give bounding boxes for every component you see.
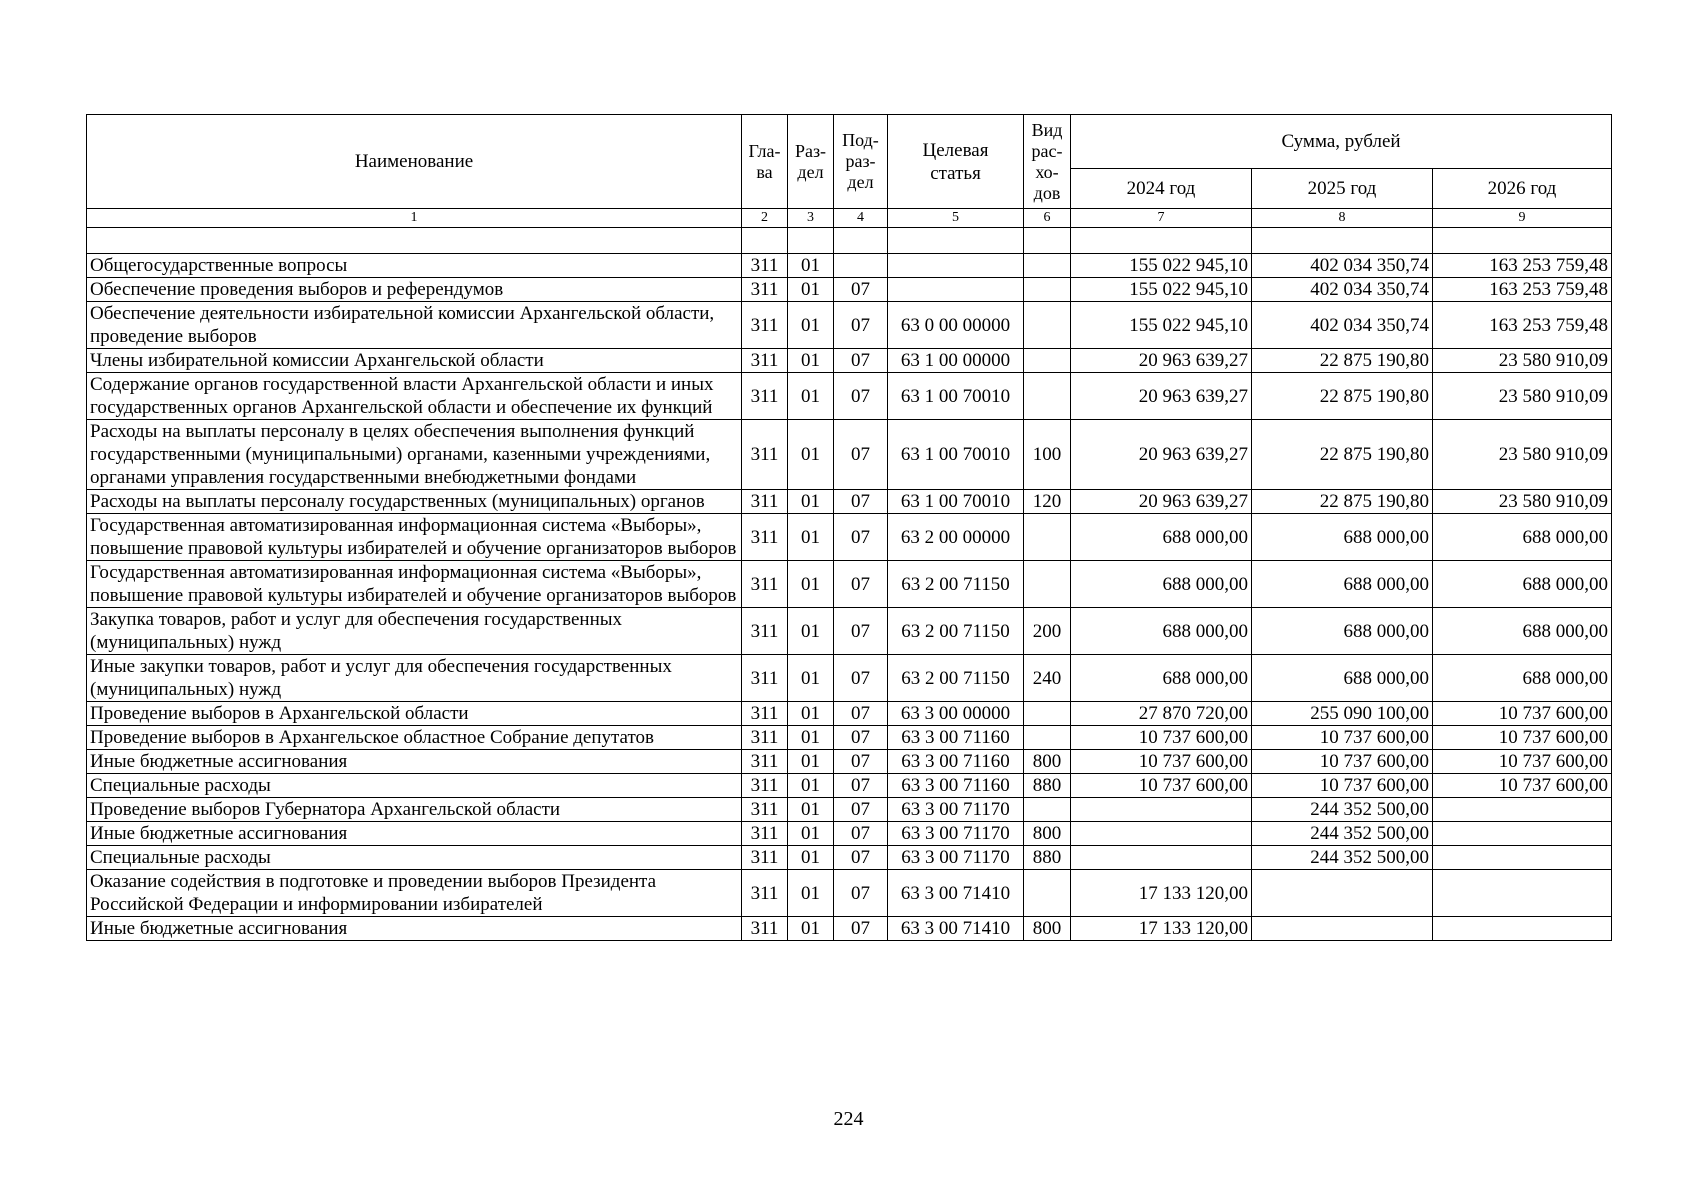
header-year-2024: 2024 год	[1071, 169, 1252, 209]
cell-expense-type: 100	[1024, 420, 1071, 490]
cell-target-article: 63 3 00 00000	[888, 702, 1024, 726]
cell-expense-type	[1024, 349, 1071, 373]
cell-glava: 311	[742, 490, 788, 514]
cell-sum-2025: 22 875 190,80	[1252, 373, 1433, 420]
cell-sum-2025: 402 034 350,74	[1252, 302, 1433, 349]
cell-sum-2026: 10 737 600,00	[1433, 774, 1612, 798]
cell-sum-2025: 22 875 190,80	[1252, 490, 1433, 514]
empty-cell	[1024, 228, 1071, 254]
cell-sum-2026: 10 737 600,00	[1433, 702, 1612, 726]
cell-expense-type: 880	[1024, 846, 1071, 870]
cell-sum-2024: 20 963 639,27	[1071, 349, 1252, 373]
cell-glava: 311	[742, 750, 788, 774]
cell-expense-type: 800	[1024, 750, 1071, 774]
cell-sum-2025: 10 737 600,00	[1252, 726, 1433, 750]
cell-sum-2026	[1433, 870, 1612, 917]
cell-sum-2025: 688 000,00	[1252, 561, 1433, 608]
cell-glava: 311	[742, 278, 788, 302]
cell-sum-2024: 10 737 600,00	[1071, 774, 1252, 798]
cell-name: Специальные расходы	[87, 774, 742, 798]
cell-glava: 311	[742, 302, 788, 349]
cell-name: Государственная автоматизированная информационная система «Выборы», повышение правовой культуры избирателей и обучение организаторов выборов	[87, 561, 742, 608]
cell-target-article: 63 1 00 70010	[888, 373, 1024, 420]
cell-podrazdel: 07	[834, 349, 888, 373]
cell-glava: 311	[742, 702, 788, 726]
cell-podrazdel: 07	[834, 278, 888, 302]
empty-row	[87, 228, 1612, 254]
cell-sum-2026: 10 737 600,00	[1433, 750, 1612, 774]
cell-sum-2025: 244 352 500,00	[1252, 822, 1433, 846]
cell-podrazdel: 07	[834, 774, 888, 798]
cell-razdel: 01	[788, 750, 834, 774]
cell-expense-type: 880	[1024, 774, 1071, 798]
cell-glava: 311	[742, 846, 788, 870]
table-row	[87, 726, 1612, 750]
cell-glava: 311	[742, 561, 788, 608]
cell-glava: 311	[742, 254, 788, 278]
cell-sum-2026: 23 580 910,09	[1433, 349, 1612, 373]
cell-razdel: 01	[788, 917, 834, 941]
cell-expense-type	[1024, 254, 1071, 278]
cell-target-article: 63 2 00 71150	[888, 608, 1024, 655]
cell-target-article: 63 3 00 71170	[888, 798, 1024, 822]
cell-name: Общегосударственные вопросы	[87, 254, 742, 278]
cell-glava: 311	[742, 608, 788, 655]
empty-cell	[1252, 228, 1433, 254]
table-row	[87, 349, 1612, 373]
cell-sum-2026	[1433, 822, 1612, 846]
empty-cell	[1433, 228, 1612, 254]
cell-razdel: 01	[788, 561, 834, 608]
cell-razdel: 01	[788, 655, 834, 702]
header-podrazdel: Под- раз- дел	[834, 115, 888, 209]
cell-razdel: 01	[788, 302, 834, 349]
cell-name: Государственная автоматизированная информационная система «Выборы», повышение правовой культуры избирателей и обучение организаторов выборов	[87, 514, 742, 561]
cell-sum-2024: 27 870 720,00	[1071, 702, 1252, 726]
cell-sum-2024: 17 133 120,00	[1071, 917, 1252, 941]
cell-name: Расходы на выплаты персоналу государственных (муниципальных) органов	[87, 490, 742, 514]
cell-target-article: 63 3 00 71410	[888, 870, 1024, 917]
cell-razdel: 01	[788, 702, 834, 726]
cell-expense-type	[1024, 514, 1071, 561]
cell-name: Иные закупки товаров, работ и услуг для обеспечения государственных (муниципальных) нужд	[87, 655, 742, 702]
cell-glava: 311	[742, 420, 788, 490]
cell-name: Проведение выборов в Архангельской области	[87, 702, 742, 726]
empty-cell	[888, 228, 1024, 254]
cell-razdel: 01	[788, 726, 834, 750]
table-row	[87, 514, 1612, 561]
cell-sum-2026: 23 580 910,09	[1433, 373, 1612, 420]
cell-glava: 311	[742, 514, 788, 561]
cell-target-article: 63 1 00 70010	[888, 420, 1024, 490]
cell-podrazdel: 07	[834, 846, 888, 870]
column-number: 7	[1071, 209, 1252, 228]
table-row	[87, 278, 1612, 302]
budget-table	[86, 114, 1612, 941]
cell-sum-2024: 688 000,00	[1071, 608, 1252, 655]
column-number-row	[87, 209, 1612, 228]
header-target-article: Целевая статья	[888, 115, 1024, 209]
cell-sum-2025: 402 034 350,74	[1252, 278, 1433, 302]
cell-glava: 311	[742, 349, 788, 373]
cell-target-article: 63 1 00 00000	[888, 349, 1024, 373]
cell-sum-2024: 688 000,00	[1071, 561, 1252, 608]
column-number: 2	[742, 209, 788, 228]
cell-target-article: 63 2 00 71150	[888, 655, 1024, 702]
table-row	[87, 822, 1612, 846]
table-body	[87, 228, 1612, 941]
cell-podrazdel: 07	[834, 750, 888, 774]
cell-sum-2024: 688 000,00	[1071, 514, 1252, 561]
table-row	[87, 774, 1612, 798]
header-expense-type: Вид рас- хо- дов	[1024, 115, 1071, 209]
page-number: 224	[833, 1108, 864, 1130]
cell-podrazdel: 07	[834, 917, 888, 941]
cell-sum-2026: 688 000,00	[1433, 514, 1612, 561]
cell-expense-type	[1024, 373, 1071, 420]
header-year-2026: 2026 год	[1433, 169, 1612, 209]
cell-expense-type	[1024, 702, 1071, 726]
cell-expense-type: 240	[1024, 655, 1071, 702]
empty-cell	[87, 228, 742, 254]
cell-target-article: 63 2 00 71150	[888, 561, 1024, 608]
cell-sum-2025	[1252, 917, 1433, 941]
cell-sum-2024: 10 737 600,00	[1071, 750, 1252, 774]
cell-podrazdel: 07	[834, 702, 888, 726]
cell-sum-2026	[1433, 917, 1612, 941]
cell-sum-2025: 10 737 600,00	[1252, 750, 1433, 774]
cell-razdel: 01	[788, 870, 834, 917]
cell-expense-type: 120	[1024, 490, 1071, 514]
table-row	[87, 846, 1612, 870]
cell-glava: 311	[742, 822, 788, 846]
cell-sum-2026: 23 580 910,09	[1433, 420, 1612, 490]
header-sum: Сумма, рублей	[1071, 115, 1612, 169]
header-row-1	[87, 115, 1612, 169]
header-year-2025: 2025 год	[1252, 169, 1433, 209]
column-number: 4	[834, 209, 888, 228]
cell-sum-2026: 688 000,00	[1433, 655, 1612, 702]
cell-razdel: 01	[788, 846, 834, 870]
cell-target-article: 63 3 00 71170	[888, 822, 1024, 846]
cell-sum-2024: 20 963 639,27	[1071, 420, 1252, 490]
cell-sum-2025: 688 000,00	[1252, 655, 1433, 702]
column-number: 9	[1433, 209, 1612, 228]
cell-glava: 311	[742, 726, 788, 750]
cell-name: Содержание органов государственной власти Архангельской области и иных государственных органов Архангельской области и обеспечение их функций	[87, 373, 742, 420]
cell-name: Иные бюджетные ассигнования	[87, 917, 742, 941]
cell-razdel: 01	[788, 608, 834, 655]
cell-sum-2026: 10 737 600,00	[1433, 726, 1612, 750]
table-row	[87, 798, 1612, 822]
cell-name: Специальные расходы	[87, 846, 742, 870]
cell-expense-type	[1024, 561, 1071, 608]
empty-cell	[1071, 228, 1252, 254]
cell-sum-2026: 163 253 759,48	[1433, 302, 1612, 349]
cell-razdel: 01	[788, 254, 834, 278]
cell-sum-2024: 20 963 639,27	[1071, 373, 1252, 420]
cell-expense-type	[1024, 302, 1071, 349]
table-row	[87, 302, 1612, 349]
cell-target-article: 63 2 00 00000	[888, 514, 1024, 561]
cell-podrazdel: 07	[834, 514, 888, 561]
cell-sum-2024: 155 022 945,10	[1071, 302, 1252, 349]
cell-sum-2024: 155 022 945,10	[1071, 278, 1252, 302]
table-row	[87, 420, 1612, 490]
cell-sum-2024: 20 963 639,27	[1071, 490, 1252, 514]
cell-name: Иные бюджетные ассигнования	[87, 750, 742, 774]
table-row	[87, 254, 1612, 278]
cell-sum-2024: 10 737 600,00	[1071, 726, 1252, 750]
cell-glava: 311	[742, 373, 788, 420]
cell-sum-2025: 22 875 190,80	[1252, 349, 1433, 373]
cell-sum-2025: 688 000,00	[1252, 514, 1433, 561]
cell-sum-2025: 255 090 100,00	[1252, 702, 1433, 726]
cell-expense-type	[1024, 798, 1071, 822]
empty-cell	[834, 228, 888, 254]
cell-name: Члены избирательной комиссии Архангельской области	[87, 349, 742, 373]
cell-sum-2026: 163 253 759,48	[1433, 278, 1612, 302]
cell-expense-type: 800	[1024, 822, 1071, 846]
cell-target-article: 63 3 00 71160	[888, 750, 1024, 774]
table-row	[87, 490, 1612, 514]
cell-razdel: 01	[788, 490, 834, 514]
cell-podrazdel	[834, 254, 888, 278]
cell-expense-type	[1024, 278, 1071, 302]
cell-sum-2024	[1071, 822, 1252, 846]
cell-sum-2025	[1252, 870, 1433, 917]
cell-podrazdel: 07	[834, 798, 888, 822]
cell-name: Оказание содействия в подготовке и проведении выборов Президента Российской Федерации и информировании избирателей	[87, 870, 742, 917]
cell-razdel: 01	[788, 349, 834, 373]
cell-sum-2024	[1071, 846, 1252, 870]
cell-podrazdel: 07	[834, 726, 888, 750]
cell-razdel: 01	[788, 822, 834, 846]
cell-sum-2025: 402 034 350,74	[1252, 254, 1433, 278]
column-number: 1	[87, 209, 742, 228]
cell-podrazdel: 07	[834, 822, 888, 846]
cell-podrazdel: 07	[834, 561, 888, 608]
cell-sum-2024: 688 000,00	[1071, 655, 1252, 702]
cell-name: Расходы на выплаты персоналу в целях обеспечения выполнения функций государственными (муниципальными) органами, казенными учреждениями, органами управления государственными внебюджетными фондами	[87, 420, 742, 490]
cell-sum-2024: 155 022 945,10	[1071, 254, 1252, 278]
column-number: 6	[1024, 209, 1071, 228]
cell-podrazdel: 07	[834, 870, 888, 917]
cell-razdel: 01	[788, 774, 834, 798]
cell-podrazdel: 07	[834, 373, 888, 420]
cell-glava: 311	[742, 917, 788, 941]
cell-razdel: 01	[788, 278, 834, 302]
empty-cell	[788, 228, 834, 254]
cell-sum-2026	[1433, 846, 1612, 870]
cell-sum-2025: 22 875 190,80	[1252, 420, 1433, 490]
cell-sum-2025: 244 352 500,00	[1252, 846, 1433, 870]
header-razdel: Раз- дел	[788, 115, 834, 209]
cell-target-article	[888, 278, 1024, 302]
table-row	[87, 702, 1612, 726]
cell-expense-type: 200	[1024, 608, 1071, 655]
cell-glava: 311	[742, 655, 788, 702]
cell-sum-2025: 244 352 500,00	[1252, 798, 1433, 822]
cell-sum-2026: 688 000,00	[1433, 608, 1612, 655]
cell-podrazdel: 07	[834, 420, 888, 490]
cell-sum-2025: 688 000,00	[1252, 608, 1433, 655]
table-row	[87, 561, 1612, 608]
cell-target-article	[888, 254, 1024, 278]
cell-razdel: 01	[788, 373, 834, 420]
cell-expense-type: 800	[1024, 917, 1071, 941]
cell-target-article: 63 1 00 70010	[888, 490, 1024, 514]
cell-sum-2024: 17 133 120,00	[1071, 870, 1252, 917]
header-name: Наименование	[87, 115, 742, 209]
cell-razdel: 01	[788, 420, 834, 490]
cell-name: Обеспечение деятельности избирательной комиссии Архангельской области, проведение выборов	[87, 302, 742, 349]
table-row	[87, 608, 1612, 655]
cell-sum-2026: 23 580 910,09	[1433, 490, 1612, 514]
cell-podrazdel: 07	[834, 655, 888, 702]
column-number: 8	[1252, 209, 1433, 228]
cell-glava: 311	[742, 870, 788, 917]
cell-name: Проведение выборов Губернатора Архангельской области	[87, 798, 742, 822]
column-number: 3	[788, 209, 834, 228]
cell-sum-2026: 163 253 759,48	[1433, 254, 1612, 278]
cell-target-article: 63 3 00 71410	[888, 917, 1024, 941]
cell-razdel: 01	[788, 514, 834, 561]
table-row	[87, 870, 1612, 917]
table-row	[87, 655, 1612, 702]
cell-glava: 311	[742, 774, 788, 798]
header-glava: Гла- ва	[742, 115, 788, 209]
cell-podrazdel: 07	[834, 490, 888, 514]
cell-podrazdel: 07	[834, 608, 888, 655]
cell-name: Закупка товаров, работ и услуг для обеспечения государственных (муниципальных) нужд	[87, 608, 742, 655]
cell-name: Иные бюджетные ассигнования	[87, 822, 742, 846]
cell-name: Обеспечение проведения выборов и референдумов	[87, 278, 742, 302]
table-row	[87, 750, 1612, 774]
cell-podrazdel: 07	[834, 302, 888, 349]
cell-target-article: 63 3 00 71170	[888, 846, 1024, 870]
cell-expense-type	[1024, 870, 1071, 917]
budget-table-container	[86, 114, 1612, 941]
cell-expense-type	[1024, 726, 1071, 750]
cell-sum-2024	[1071, 798, 1252, 822]
cell-sum-2026	[1433, 798, 1612, 822]
cell-glava: 311	[742, 798, 788, 822]
column-number: 5	[888, 209, 1024, 228]
cell-target-article: 63 0 00 00000	[888, 302, 1024, 349]
cell-razdel: 01	[788, 798, 834, 822]
cell-name: Проведение выборов в Архангельское областное Собрание депутатов	[87, 726, 742, 750]
cell-target-article: 63 3 00 71160	[888, 726, 1024, 750]
table-row	[87, 917, 1612, 941]
cell-sum-2025: 10 737 600,00	[1252, 774, 1433, 798]
table-row	[87, 373, 1612, 420]
empty-cell	[742, 228, 788, 254]
cell-target-article: 63 3 00 71160	[888, 774, 1024, 798]
cell-sum-2026: 688 000,00	[1433, 561, 1612, 608]
